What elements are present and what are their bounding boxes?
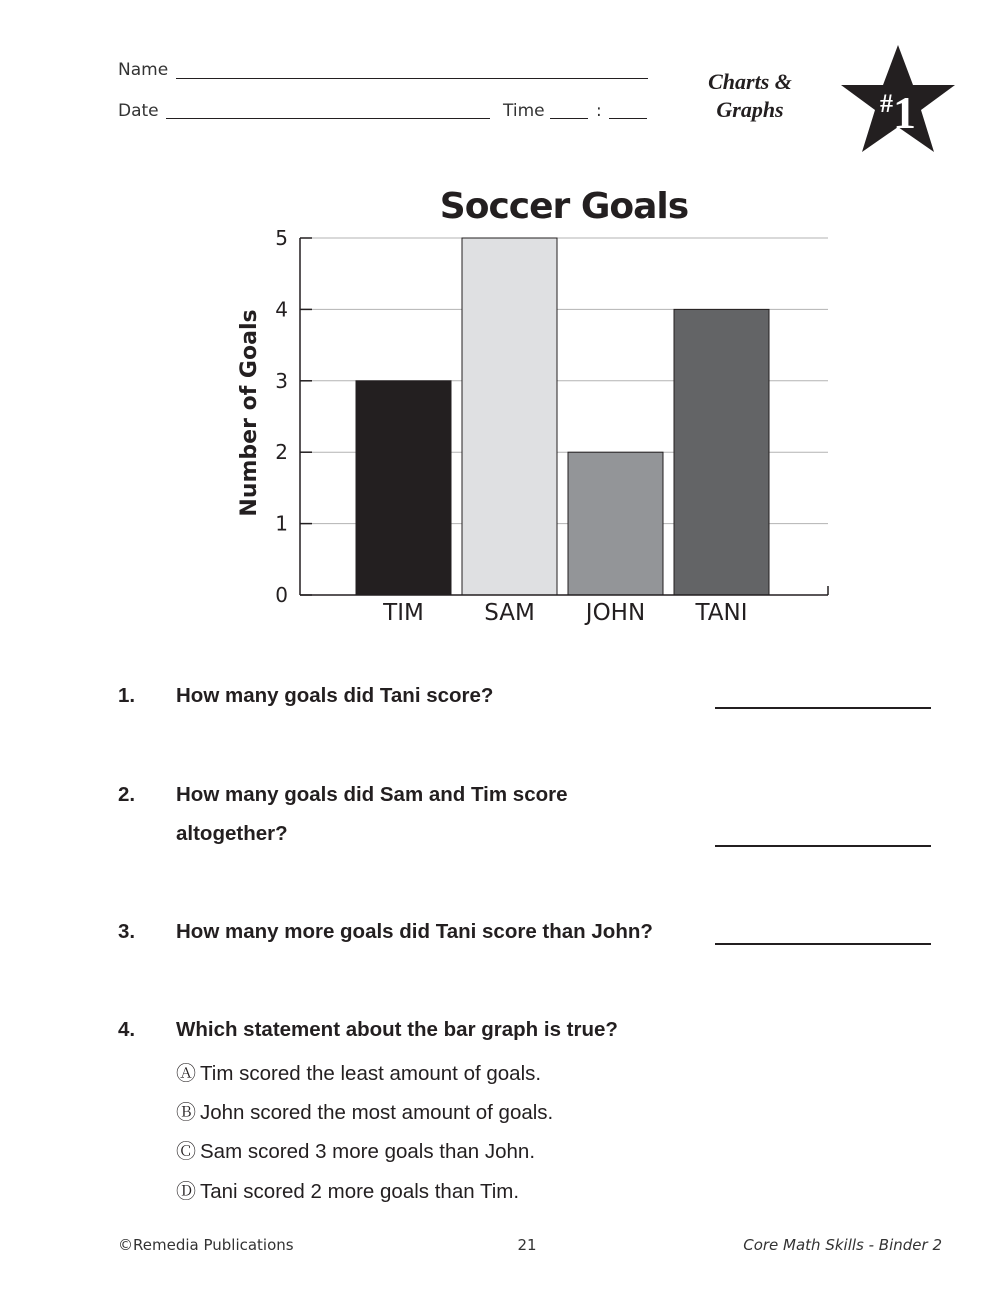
time-hours-field[interactable] — [550, 118, 588, 119]
option-d-text: Tani scored 2 more goals than Tim. — [200, 1180, 520, 1203]
bar-chart — [220, 225, 840, 635]
bar-sam — [462, 238, 557, 595]
question-1-number: 1. — [118, 684, 136, 707]
y-tick-label-5: 5 — [275, 226, 288, 250]
question-2-number: 2. — [118, 783, 136, 806]
option-d-circle-icon: Ⓓ — [176, 1179, 196, 1203]
date-field[interactable] — [166, 118, 490, 119]
option-c-text: Sam scored 3 more goals than John. — [200, 1140, 536, 1163]
y-tick-label-0: 0 — [275, 583, 288, 607]
bar-tim — [356, 381, 451, 595]
option-c-circle-icon: Ⓒ — [176, 1139, 196, 1163]
name-label: Name — [118, 60, 169, 80]
x-tick-label-tim: TIM — [383, 600, 424, 626]
option-b[interactable] — [176, 1096, 553, 1125]
option-d[interactable] — [176, 1175, 519, 1204]
question-1-text: How many goals did Tani score? — [176, 684, 494, 707]
bars — [356, 238, 769, 595]
name-field[interactable] — [176, 78, 648, 79]
section-title-line1: Charts & — [708, 69, 792, 94]
bar-tani — [674, 309, 769, 595]
y-tick-label-2: 2 — [275, 440, 288, 465]
option-b-text: John scored the most amount of goals. — [200, 1101, 554, 1124]
y-tick-label-4: 4 — [275, 297, 288, 322]
y-tick-label-1: 1 — [275, 511, 288, 536]
question-3-number: 3. — [118, 920, 136, 943]
question-4-text: Which statement about the bar graph is true? — [176, 1018, 618, 1041]
answer-3-field[interactable] — [715, 943, 931, 945]
question-2-text: How many goals did Sam and Tim score — [176, 783, 568, 806]
section-title-line2: Graphs — [716, 97, 784, 122]
option-a[interactable] — [176, 1057, 541, 1086]
time-label: Time — [503, 101, 545, 121]
answer-2-field[interactable] — [715, 845, 931, 847]
option-a-circle-icon: Ⓐ — [176, 1061, 196, 1085]
y-tick-label-3: 3 — [275, 368, 288, 393]
x-tick-label-tani: TANI — [695, 600, 748, 626]
option-b-circle-icon: Ⓑ — [176, 1100, 196, 1124]
date-label: Date — [118, 101, 159, 121]
question-2-text-continued: altogether? — [176, 822, 288, 845]
time-separator: : — [596, 101, 602, 121]
x-tick-label-sam: SAM — [484, 600, 535, 626]
x-tick-label-john: JOHN — [585, 600, 646, 626]
answer-1-field[interactable] — [715, 707, 931, 709]
badge-hash: # — [880, 89, 893, 118]
question-4-number: 4. — [118, 1018, 136, 1041]
chart-title: Soccer Goals — [439, 186, 689, 227]
worksheet-number — [858, 81, 938, 136]
option-c[interactable] — [176, 1135, 535, 1164]
option-a-text: Tim scored the least amount of goals. — [200, 1062, 542, 1085]
footer-page-number: 21 — [517, 1236, 537, 1254]
bar-john — [568, 452, 663, 595]
badge-number: 1 — [893, 87, 916, 138]
y-axis-label: Number of Goals — [237, 309, 262, 517]
time-minutes-field[interactable] — [609, 118, 647, 119]
question-3-text: How many more goals did Tani score than John? — [176, 920, 653, 943]
footer-book-title: Core Math Skills - Binder 2 — [743, 1236, 942, 1254]
footer-copyright: ©Remedia Publications — [118, 1236, 294, 1254]
section-title — [690, 68, 810, 124]
